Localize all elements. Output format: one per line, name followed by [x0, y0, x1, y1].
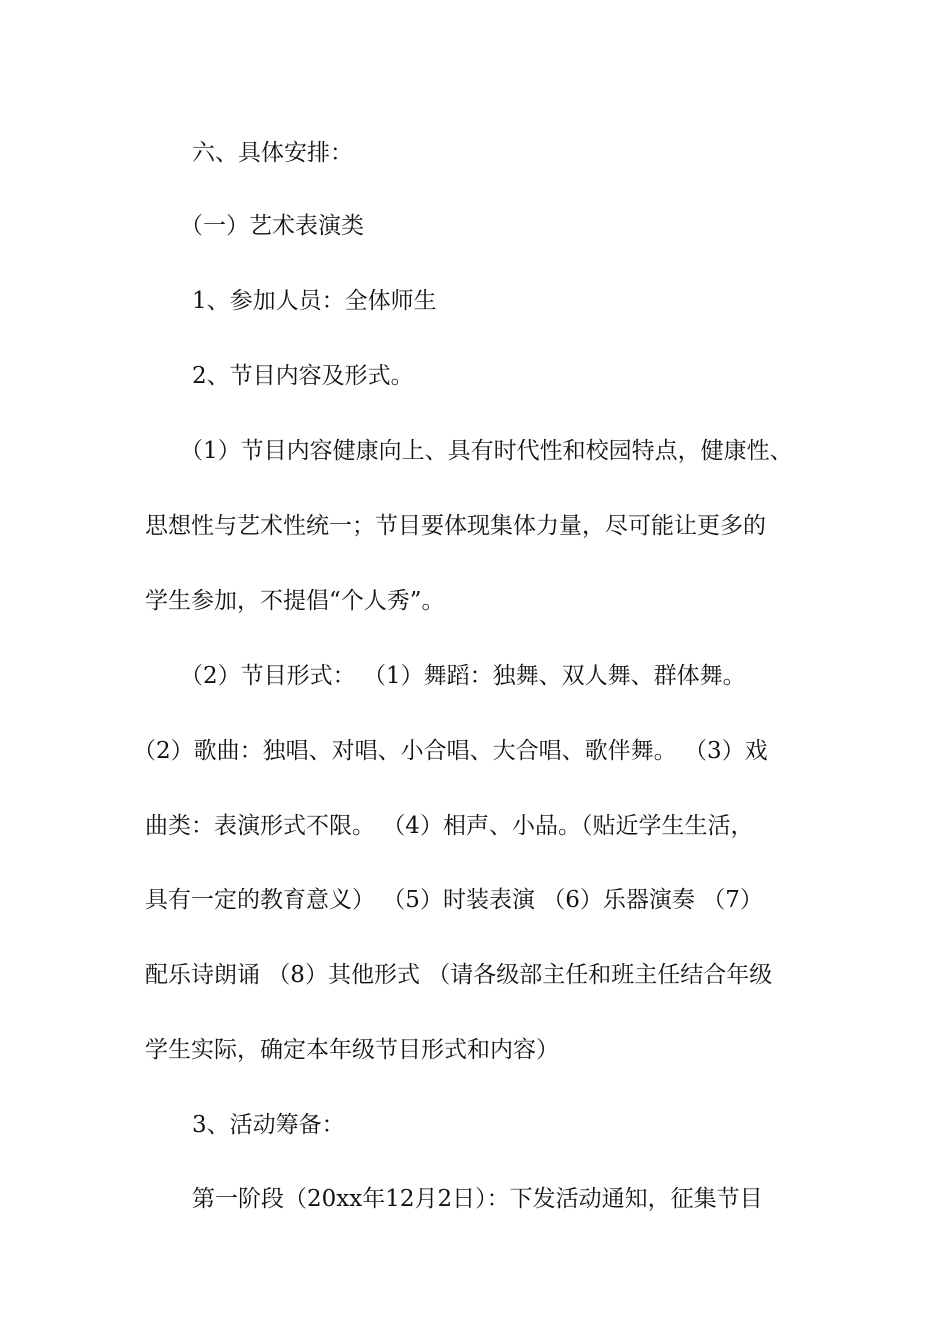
paragraph-forms-line-3: 曲类：表演形式不限。 （4）相声、小品。（贴近学生生活，	[145, 813, 754, 839]
paragraph-content-line-2: 思想性与艺术性统一；节目要体现集体力量，尽可能让更多的	[145, 513, 766, 539]
paragraph-content-line-1: （1）节目内容健康向上、具有时代性和校园特点，健康性、	[180, 438, 793, 464]
paragraph-participants: 1、参加人员：全体师生	[192, 288, 437, 314]
paragraph-forms-line-4: 具有一定的教育意义） （5）时装表演 （6）乐器演奏 （7）	[145, 887, 763, 913]
paragraph-content-line-3: 学生参加，不提倡“个人秀”。	[145, 588, 445, 614]
section-heading: 六、具体安排：	[192, 140, 353, 166]
paragraph-stage-one: 第一阶段（20xx年12月2日）：下发活动通知，征集节目	[192, 1186, 763, 1212]
paragraph-forms-line-2: （2）歌曲：独唱、对唱、小合唱、大合唱、歌伴舞。 （3）戏	[133, 738, 768, 764]
subsection-heading: （一）艺术表演类	[180, 213, 364, 239]
paragraph-forms-line-6: 学生实际，确定本年级节目形式和内容）	[145, 1037, 559, 1063]
paragraph-forms-line-5: 配乐诗朗诵 （8）其他形式 （请各级部主任和班主任结合年级	[145, 962, 773, 988]
paragraph-forms-line-1: （2）节目形式： （1）舞蹈：独舞、双人舞、群体舞。	[180, 663, 746, 689]
paragraph-program-heading: 2、节目内容及形式。	[192, 363, 414, 389]
paragraph-preparation-heading: 3、活动筹备：	[192, 1112, 345, 1138]
